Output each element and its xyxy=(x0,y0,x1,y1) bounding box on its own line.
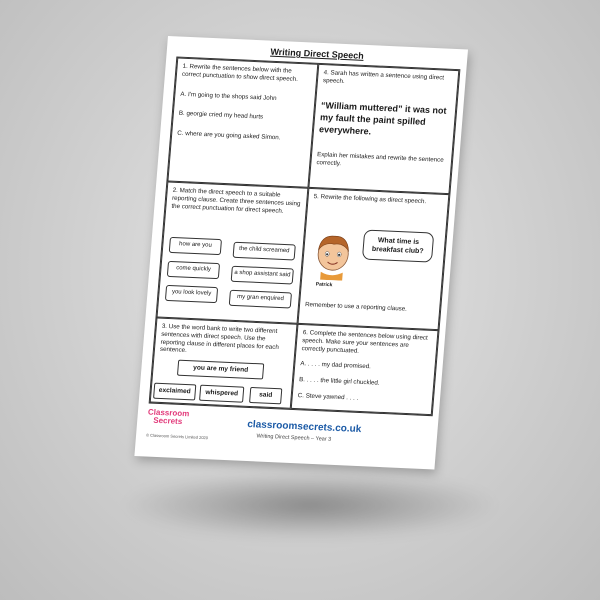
q1-a: A. I'm going to the shops said John xyxy=(180,90,277,102)
question-grid xyxy=(147,56,461,419)
word-bank-whispered: whispered xyxy=(199,385,244,403)
q6-prompt: 6. Complete the sentences below using direct speech. Make sure your sentences are correctly punctuated. xyxy=(301,329,428,355)
q6-a: A. . . . . my dad promised. xyxy=(300,360,372,371)
question-4 xyxy=(308,64,459,194)
q4-prompt: 4. Sarah has written a sentence using direct speech. xyxy=(322,69,445,85)
worksheet xyxy=(134,36,468,470)
q2-clause-1: the child screamed xyxy=(233,242,296,260)
page-shadow xyxy=(120,470,500,540)
worksheet-subtitle: Writing Direct Speech – Year 3 xyxy=(256,433,332,443)
word-bank-said: said xyxy=(249,387,282,405)
logo-line-2: Secrets xyxy=(152,415,183,427)
q1-prompt: 1. Rewrite the sentences below with the correct punctuation to show direct speech. xyxy=(181,62,299,83)
word-bank-phrase: you are my friend xyxy=(177,360,264,380)
copyright-text: © Classroom Secrets Limited 2020 xyxy=(145,432,209,441)
question-3 xyxy=(150,317,298,408)
q5-prompt: 5. Rewrite the following as direct speech. xyxy=(313,193,427,206)
q2-prompt: 2. Match the direct speech to a suitable reporting clause. Create three sentences using the correct punctuation for direct speech. xyxy=(171,186,301,215)
q2-clause-2: a shop assistant said xyxy=(231,266,294,284)
q4-instruction: Explain her mistakes and rewrite the sentence correctly. xyxy=(316,151,444,167)
site-url: classroomsecrets.co.uk xyxy=(246,418,362,436)
q6-c: C. Steve yawned . . . . xyxy=(297,391,359,402)
classroom-secrets-logo xyxy=(147,408,196,426)
q5-hint: Remember to use a reporting clause. xyxy=(304,301,408,313)
q6-b: B. . . . . the little girl chuckled. xyxy=(298,376,380,387)
logo-line-1: Classroom xyxy=(147,407,190,419)
q2-clause-3: my gran enquired xyxy=(229,290,292,308)
question-6 xyxy=(291,324,439,415)
question-2 xyxy=(157,181,309,323)
worksheet-title: Writing Direct Speech xyxy=(270,46,365,61)
question-5 xyxy=(298,188,450,330)
boy-avatar-icon xyxy=(310,231,356,281)
word-bank-exclaimed: exclaimed xyxy=(153,383,196,401)
q3-prompt: 3. Use the word bank to write two different sentences with direct speech. Use the reporting clause in different places for each sentence. xyxy=(159,322,280,355)
q2-speech-1: how are you xyxy=(169,237,222,255)
q2-speech-2: come quickly xyxy=(167,261,220,279)
q1-b: B. georgie cried my head hurts xyxy=(178,110,264,121)
character-name: Patrick xyxy=(315,281,333,289)
q2-speech-3: you look lovely xyxy=(165,285,218,303)
q1-c: C. where are you going asked Simon. xyxy=(177,129,281,142)
question-1 xyxy=(167,57,318,187)
q4-quote: “William muttered” it was not my fault the paint spilled everywhere. xyxy=(318,99,447,137)
speech-bubble: What time is breakfast club? xyxy=(362,229,434,262)
